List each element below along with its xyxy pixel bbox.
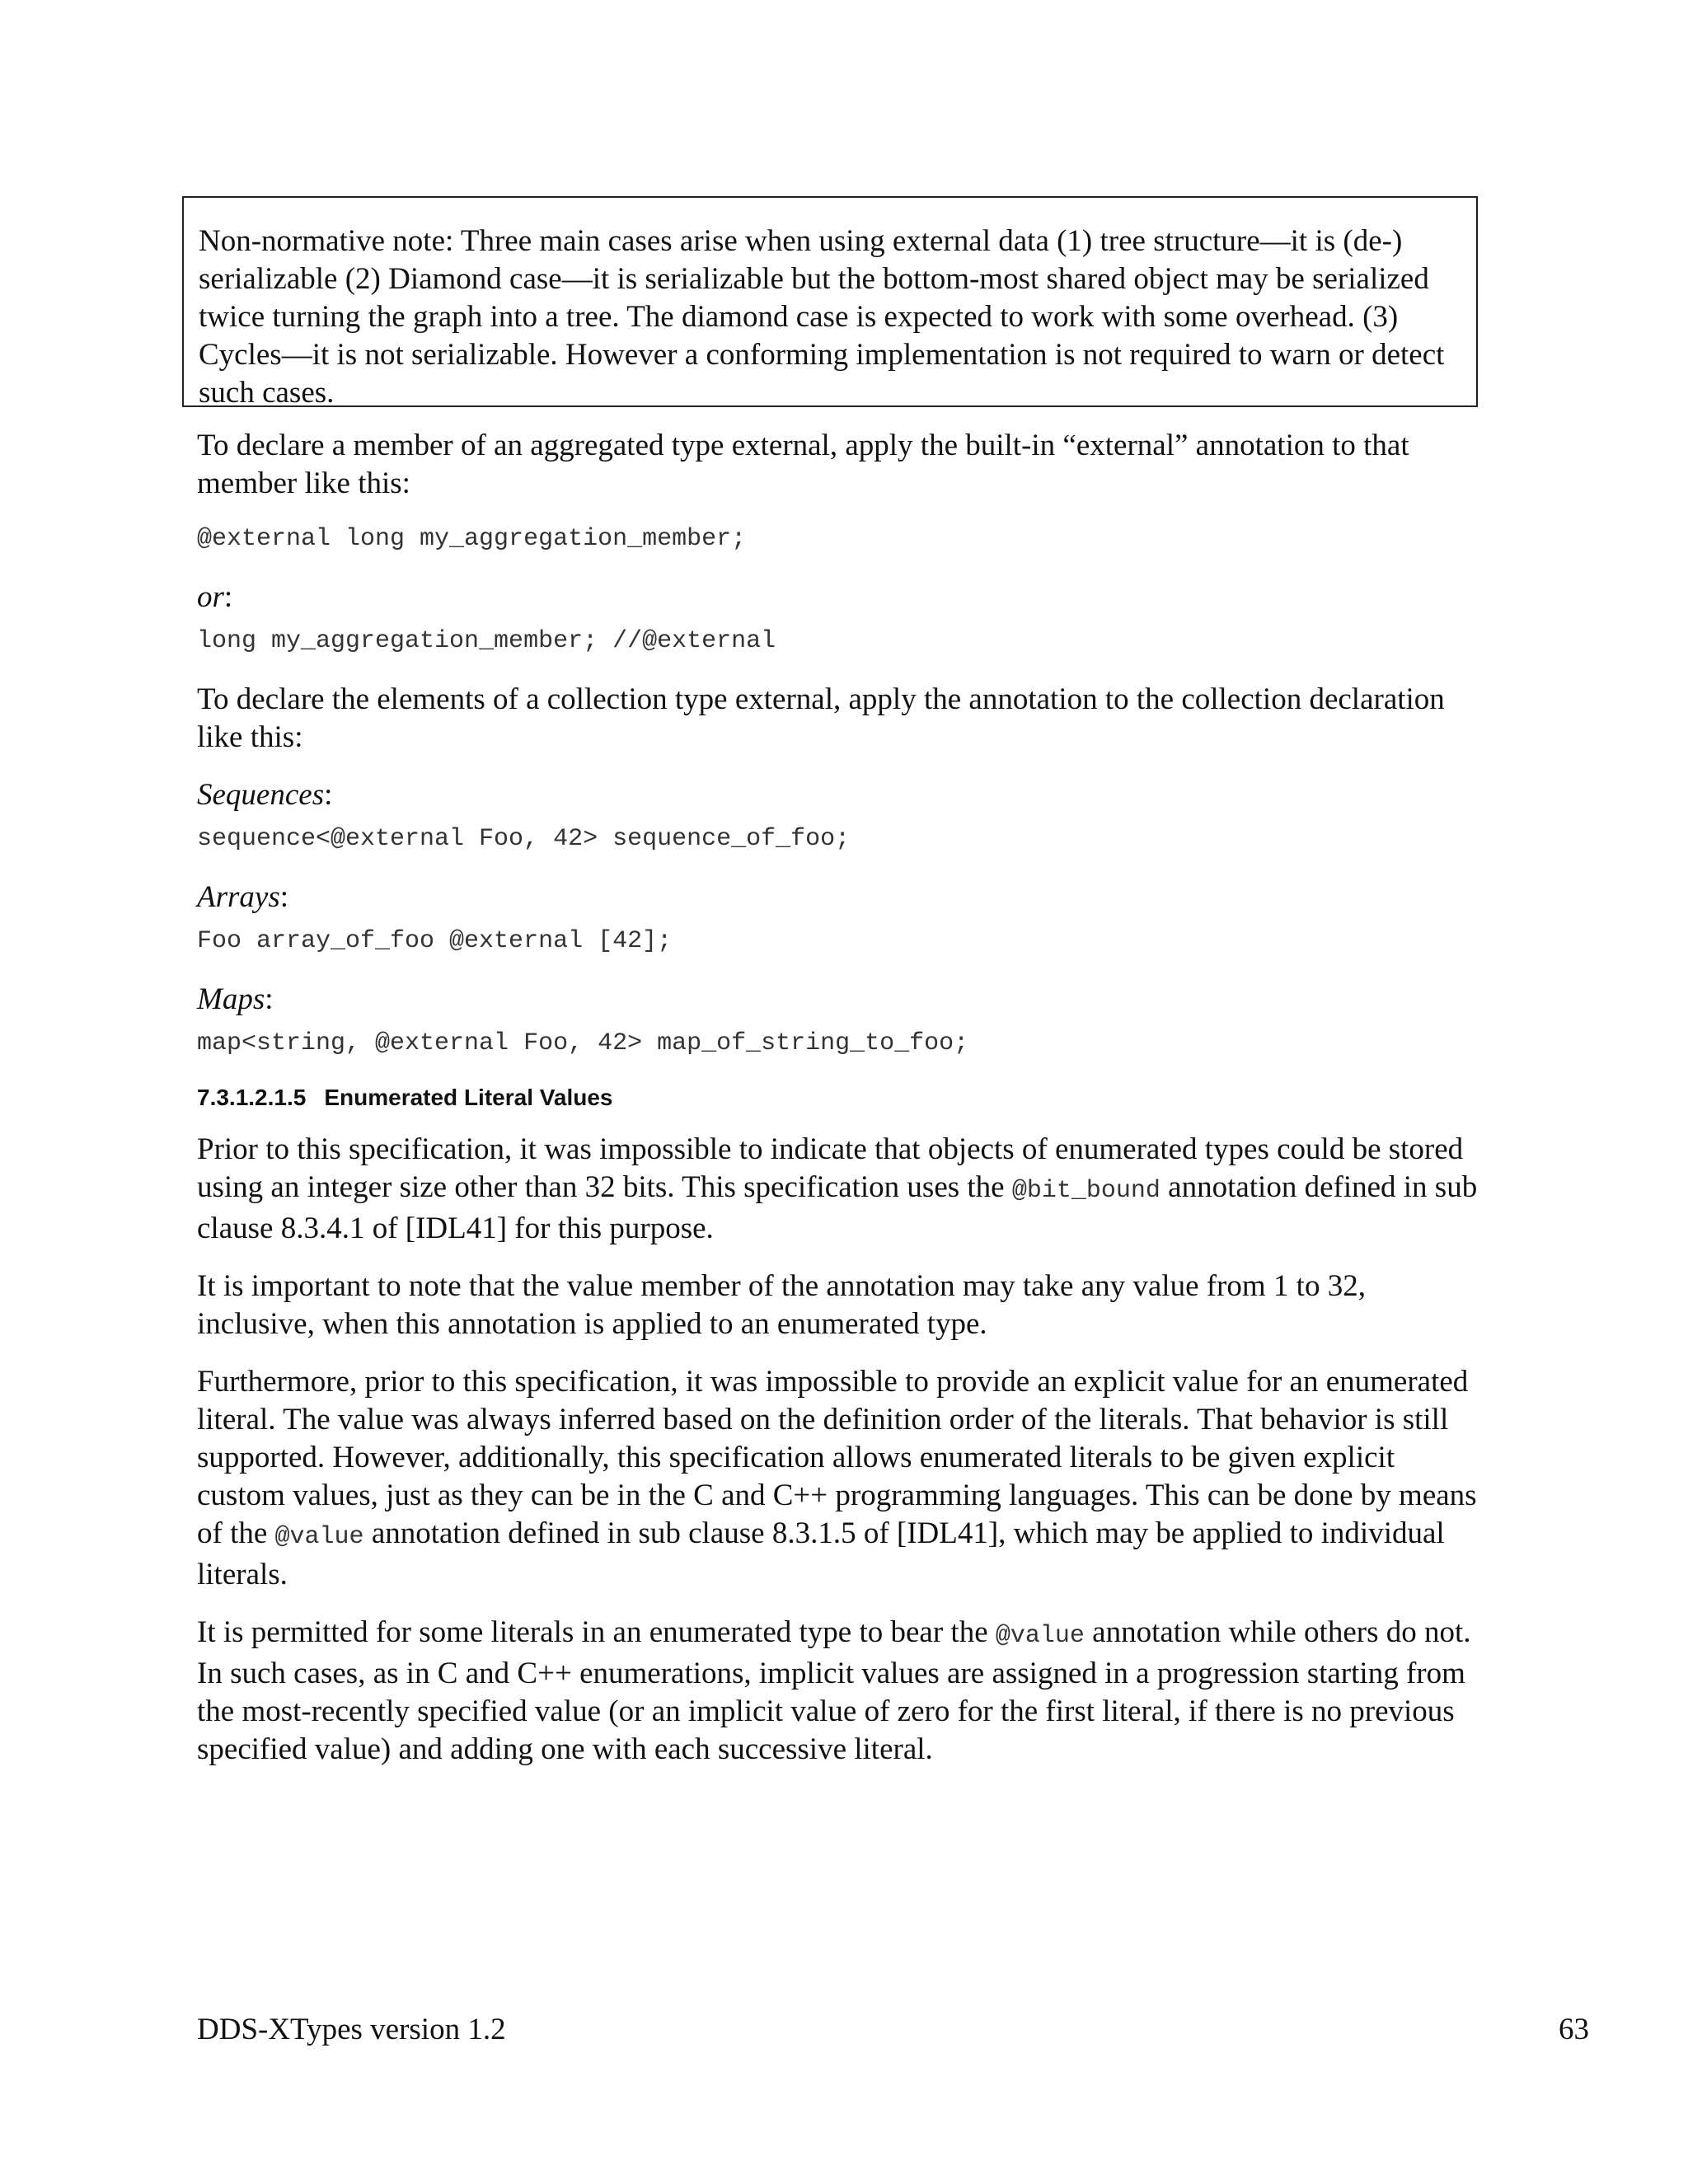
maps-code-example: map<string, @external Foo, 42> map_of_string_to_foo; <box>197 1029 969 1057</box>
maps-label: Maps <box>197 982 265 1016</box>
member-code-example-2: long my_aggregation_member; //@external <box>197 627 776 655</box>
section-heading <box>197 1083 1483 1113</box>
member-code-example-1: @external long my_aggregation_member; <box>197 525 747 553</box>
explicit-value-paragraph <box>197 1363 1483 1594</box>
arrays-label: Arrays <box>197 880 280 914</box>
non-normative-note-box <box>182 196 1478 410</box>
or-label: or <box>197 580 224 614</box>
sequences-code-example: sequence<@external Foo, 42> sequence_of_foo; <box>197 825 851 853</box>
section-title: Enumerated Literal Values <box>324 1085 613 1110</box>
sequences-label-line <box>197 776 1483 814</box>
or-label-line <box>197 579 1483 616</box>
implicit-values-paragraph-text-end: annotation while others do not. In such cases, as in C and C++ enumerations, implicit values are assigned in a progression starting from the most-recently specified value (or an implicit value of zero for the first literal, if there is no previous specified value) and adding one with each successive literal. <box>197 1615 1471 1766</box>
bit-bound-paragraph-text-start: Prior to this specification, it was impossible to indicate that objects of enumerated types could be stored using an integer size other than 32 bits. This specification uses the <box>197 1132 1464 1204</box>
bit-bound-paragraph <box>197 1131 1483 1248</box>
sequences-colon: : <box>324 778 333 812</box>
arrays-label-line <box>197 879 1483 916</box>
explicit-value-paragraph-text-start: Furthermore, prior to this specification, it was impossible to provide an explicit value for an enumerated literal. The value was always inferred based on the definition order of the literals. That behavior is still supported. However, additionally, this specification allows enumerated literals to be given explicit custom values, just as they can be in the C and C++ programming languages. This can be done by means of the <box>197 1365 1477 1550</box>
value-inline-code-2: @value <box>995 1622 1085 1650</box>
arrays-code-example: Foo array_of_foo @external [42]; <box>197 927 673 955</box>
or-colon: : <box>223 580 233 614</box>
page-content <box>197 427 1483 1788</box>
sequences-label: Sequences <box>197 778 325 812</box>
section-number: 7.3.1.2.1.5 <box>197 1085 307 1110</box>
footer-page-number: 63 <box>1559 2013 1589 2046</box>
member-intro-paragraph: To declare a member of an aggregated type external, apply the built-in “external” annotation to that member like this: <box>197 429 1409 500</box>
implicit-values-paragraph-text-start: It is permitted for some literals in an enumerated type to bear the <box>197 1615 996 1649</box>
value-range-paragraph: It is important to note that the value member of the annotation may take any value from 1 to 32, inclusive, when this annotation is applied to an enumerated type. <box>197 1269 1366 1341</box>
footer-document-title: DDS-XTypes version 1.2 <box>197 2013 506 2046</box>
collection-intro-paragraph: To declare the elements of a collection type external, apply the annotation to the collection declaration like this: <box>197 682 1445 754</box>
bit-bound-paragraph-text-end: annotation defined in sub clause 8.3.4.1 of [IDL41] for this purpose. <box>197 1170 1478 1245</box>
note-text: Non-normative note: Three main cases arise when using external data (1) tree structure—it is (de-) serializable (2) Diamond case—it is serializable but the bottom-most shared object may be serialized twice turning the graph into a tree. The diamond case is expected to work with some overhead. (3) Cycles—it is not serializable. However a conforming implementation is not required to warn or detect such cases. <box>199 224 1445 410</box>
value-inline-code: @value <box>274 1523 364 1551</box>
explicit-value-paragraph-text-end: annotation defined in sub clause 8.3.1.5 of [IDL41], which may be applied to individual literals. <box>197 1516 1445 1591</box>
maps-label-line <box>197 981 1483 1019</box>
bit-bound-inline-code: @bit_bound <box>1011 1177 1160 1205</box>
implicit-values-paragraph <box>197 1614 1483 1769</box>
arrays-colon: : <box>279 880 289 914</box>
maps-colon: : <box>265 982 274 1016</box>
